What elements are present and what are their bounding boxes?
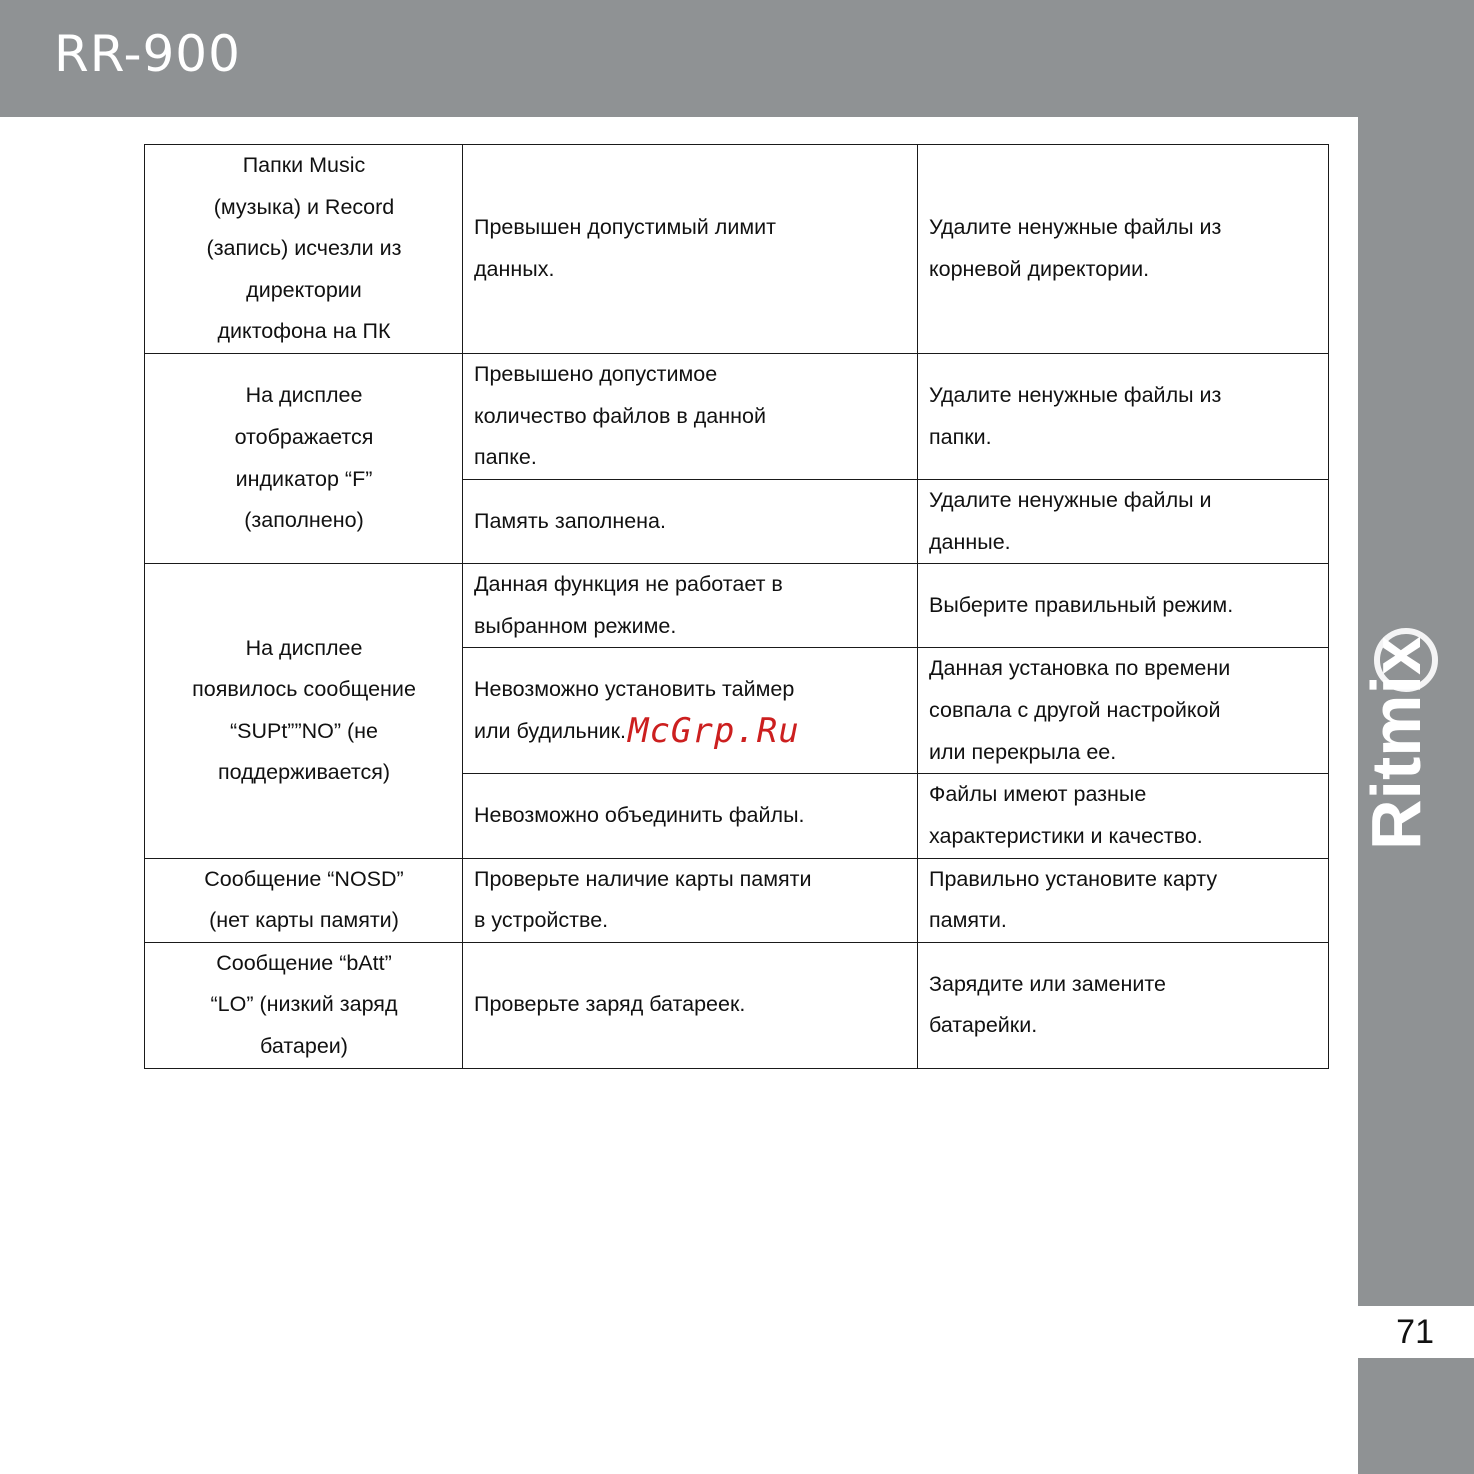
- solution-cell: [918, 648, 1329, 774]
- symptom-cell: [145, 564, 463, 858]
- cell-line: папке.: [474, 445, 537, 470]
- cell-line: Данная функция не работает в: [474, 572, 783, 597]
- symptom-cell: [145, 858, 463, 942]
- cell-line: памяти.: [929, 908, 1007, 933]
- cell-line: Память заполнена.: [474, 508, 666, 533]
- cell-line: Удалите ненужные файлы и: [929, 488, 1212, 512]
- cell-line: директории: [246, 277, 362, 302]
- cell-line: На дисплее: [245, 635, 363, 660]
- symptom-cell: [145, 942, 463, 1068]
- solution-cell: [918, 858, 1329, 942]
- cell-line: Удалите ненужные файлы из: [929, 382, 1222, 407]
- cause-cell: [463, 145, 918, 354]
- cell-line: Невозможно объединить файлы.: [474, 803, 805, 828]
- cell-line: данных.: [474, 257, 555, 281]
- solution-cell: [918, 942, 1329, 1068]
- cause-cell: [463, 354, 918, 480]
- table-row: [145, 564, 1329, 648]
- cell-line: в устройстве.: [474, 908, 609, 933]
- table-row: [145, 145, 1329, 354]
- cause-cell: [463, 774, 918, 858]
- cell-line: диктофона на ПК: [217, 319, 391, 344]
- cell-line: характеристики и качество.: [929, 823, 1203, 848]
- cell-line: папки.: [929, 424, 992, 449]
- watermark: McGrp.Ru: [627, 710, 800, 751]
- cell-line: Проверьте заряд батареек.: [474, 992, 746, 1017]
- cell-line: поддерживается): [217, 760, 391, 785]
- cell-line: Проверьте наличие карты памяти: [474, 866, 812, 891]
- cell-line: индикатор “F”: [235, 466, 373, 491]
- table-row: [145, 942, 1329, 1068]
- cell-line: (нет карты памяти): [209, 908, 399, 933]
- cell-line: (музыка) и Record: [213, 194, 395, 219]
- cell-line: “LO” (низкий заряд: [210, 992, 398, 1017]
- cause-cell: [463, 480, 918, 564]
- model-title: RR-900: [54, 25, 241, 83]
- cell-line: Сообщение “bAtt”: [216, 950, 392, 975]
- cell-line: данные.: [929, 529, 1011, 554]
- page-number: 71: [1396, 1313, 1434, 1351]
- cell-line: [474, 711, 907, 753]
- cause-cell: [463, 648, 918, 774]
- cell-line: Правильно установите карту: [929, 866, 1218, 891]
- solution-cell: [918, 774, 1329, 858]
- cell-line: Выберите правильный режим.: [929, 592, 1234, 617]
- cell-line: батарейки.: [929, 1013, 1038, 1038]
- cell-line: Сообщение “NOSD”: [204, 866, 404, 891]
- symptom-cell: [145, 145, 463, 354]
- cell-line: корневой директории.: [929, 257, 1150, 281]
- cell-line: появилось сообщение: [192, 677, 416, 702]
- cell-line: На дисплее: [245, 383, 363, 408]
- cell-line: Превышен допустимый лимит: [474, 215, 776, 240]
- cell-line: Папки Music: [242, 153, 366, 178]
- page-number-box: [1358, 1306, 1474, 1358]
- cause-cell: [463, 942, 918, 1068]
- cell-line: Файлы имеют разные: [929, 782, 1147, 807]
- cell-line: выбранном режиме.: [474, 613, 677, 638]
- cell-line: Удалите ненужные файлы из: [929, 215, 1222, 240]
- symptom-cell: [145, 354, 463, 564]
- solution-cell: [918, 564, 1329, 648]
- cell-line: или перекрыла ее.: [929, 739, 1117, 764]
- cell-line: (заполнено): [244, 508, 364, 533]
- cell-line: Превышено допустимое: [474, 362, 718, 387]
- troubleshooting-table: [144, 144, 1329, 1069]
- cell-line: совпала с другой настройкой: [929, 698, 1221, 723]
- table-row: [145, 858, 1329, 942]
- cell-line: Зарядите или замените: [929, 971, 1166, 996]
- solution-cell: [918, 480, 1329, 564]
- cause-cell: [463, 564, 918, 648]
- cell-line: “SUPt””NO” (не: [229, 718, 379, 743]
- cell-line: батареи): [260, 1034, 348, 1059]
- cause-cell: [463, 858, 918, 942]
- cell-line: отображается: [234, 425, 374, 449]
- cell-line: количество файлов в данной: [474, 403, 766, 428]
- ritmix-logo: [1357, 620, 1466, 860]
- solution-cell: [918, 354, 1329, 480]
- cell-line: Невозможно установить таймер: [474, 677, 795, 702]
- cell-line-text: или будильник.: [474, 718, 626, 743]
- logo-text: Ritmix: [1357, 636, 1435, 850]
- cell-line: Данная установка по времени: [929, 656, 1231, 681]
- solution-cell: [918, 145, 1329, 354]
- cell-line: (запись) исчезли из: [206, 236, 402, 261]
- table-row: [145, 354, 1329, 480]
